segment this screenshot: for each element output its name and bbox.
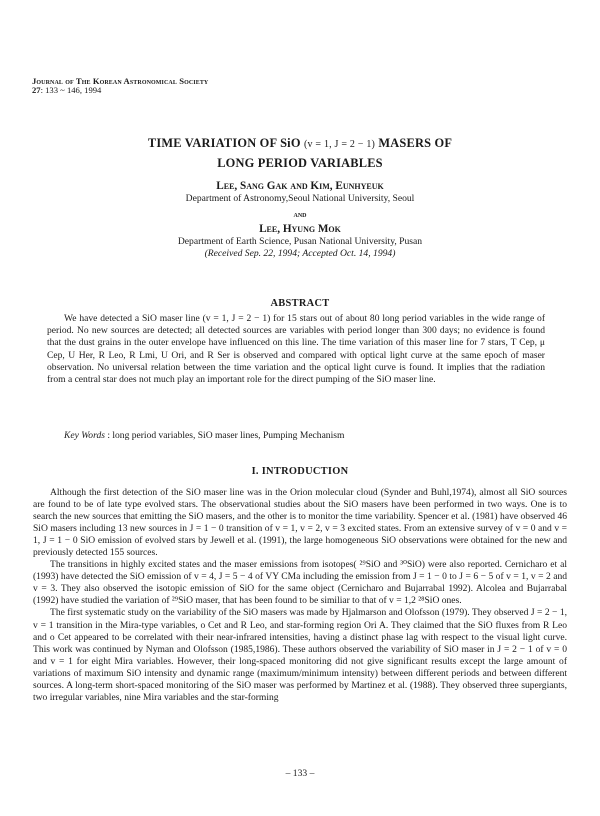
author-and: and [293,209,307,219]
author-group-2: Lee, Hyung Mok [259,223,341,235]
abstract-body [47,313,545,386]
keywords [64,430,344,441]
title-line-2: LONG PERIOD VARIABLES [217,156,383,170]
title-line-1-pre: TIME VARIATION OF SiO [147,136,301,150]
paper-title [0,134,600,172]
title-line-1-post: MASERS OF [378,136,453,150]
keywords-list: : long period variables, SiO maser lines, Pumping Mechanism [104,430,345,441]
affiliation-2: Department of Earth Science, Pusan National University, Pusan [177,236,423,247]
journal-pages: : 133 ~ 146, 1994 [40,85,102,95]
journal-citation [32,77,208,95]
received-accepted-dates: (Received Sep. 22, 1994; Accepted Oct. 14, 1994) [204,248,396,259]
affiliation-1: Department of Astronomy,Seoul National University, Seoul [185,193,415,204]
intro-paragraph-1: Although the first detection of the SiO maser line was in the Orion molecular cloud (Synder and Buhl,1974), almost all SiO sources are found to be of late type evolved stars. The observational studies about the SiO masers have been performed in two ways. One is to search the new sources that emitting the SiO masers, and the other is to monitor the time variability. Spencer et al. (1981) have observed 46 SiO masers including 13 new sources in J = 1 − 0 transition of v = 1, v = 2, v = 3 excited states. From an extensive survey of v = 0 and v = 1, J = 1 − 0 SiO emission of evolved stars by Jewell et al. (1991), the large homogeneous SiO observations were obtained for the new and previously detected 155 sources. [33,487,567,559]
title-line-1 [0,134,600,154]
author-group-1: Lee, Sang Gak and Kim, Eunhyeuk [216,180,384,192]
page-number: – 133 – [285,768,315,779]
journal-volume: 27 [32,85,41,95]
introduction-heading: I. INTRODUCTION [251,466,349,477]
title-line-1-math: (v = 1, J = 2 − 1) [303,139,376,150]
abstract-text: We have detected a SiO maser line (v = 1, J = 2 − 1) for 15 stars out of about 80 long period variables in the wide range of period. No new sources are detected; all detected sources are variables with period longer than 300 days; no evidence is found that the dust grains in the outer envelope have influenced on this line. The time variation of this maser line for 7 stars, T Cep, μ Cep, U Her, R Leo, R Lmi, U Ori, and R Ser is observed and compared with optical light curve at the same epoch of maser observation. No universal relation between the time variation and the optical light curve is found. It implies that the radiation from a central star does not much play an important role for the direct pumping of the SiO maser line. [47,313,545,386]
introduction-body [33,487,567,704]
abstract-heading: ABSTRACT [270,298,330,309]
journal-volume-line [32,86,208,95]
author-block [0,179,600,260]
intro-paragraph-2: The transitions in highly excited states and the maser emissions from isotopes( ²⁹SiO and ³⁰SiO) were also reported. Cernicharo et al (1993) have detected the SiO emission of v = 4, J = 5 − 4 of VY CMa including the emission from J = 1 − 0 to J = 6 − 5 of v = 1, v = 2 and v = 3. They also observed the isotopic emission of SiO for the same object (Cernicharo and Bujarrabal 1992). Alcolea and Bujarrabal (1992) have studied the variation of ²⁹SiO maser, that has been found to be similiar to that of v = 1,2 ²⁸SiO ones. [33,559,567,607]
keywords-label: Key Words [64,430,105,441]
intro-paragraph-3: The first systematic study on the variability of the SiO masers was made by Hjalmarson and Olofsson (1979). They observed J = 2 − 1, v = 1 transition in the Mira-type variables, o Cet and R Leo, and star-forming region Ori A. They claimed that the SiO fluxes from R Leo and o Cet appeared to be correlated with their near-infrared intensities, having a distinct phase lag with respect to the visual light curve. This work was continued by Nyman and Olofsson (1985,1986). These authors observed the variability of SiO maser in J = 2 − 1 of v = 0 and v = 1 for eight Mira variables. However, their long-spaced monitoring did not give significant results except the large amount of variations of maximum SiO intensity and dynamic range (maximum/minimum intensity) between different periods and between different sources. A long-term short-spaced monitoring of the SiO maser was performed by Martinez et al. (1988). They observed three supergiants, two irregular variables, nine Mira variables and the star-forming [33,607,567,703]
journal-name: Journal of The Korean Astronomical Society [32,76,209,86]
